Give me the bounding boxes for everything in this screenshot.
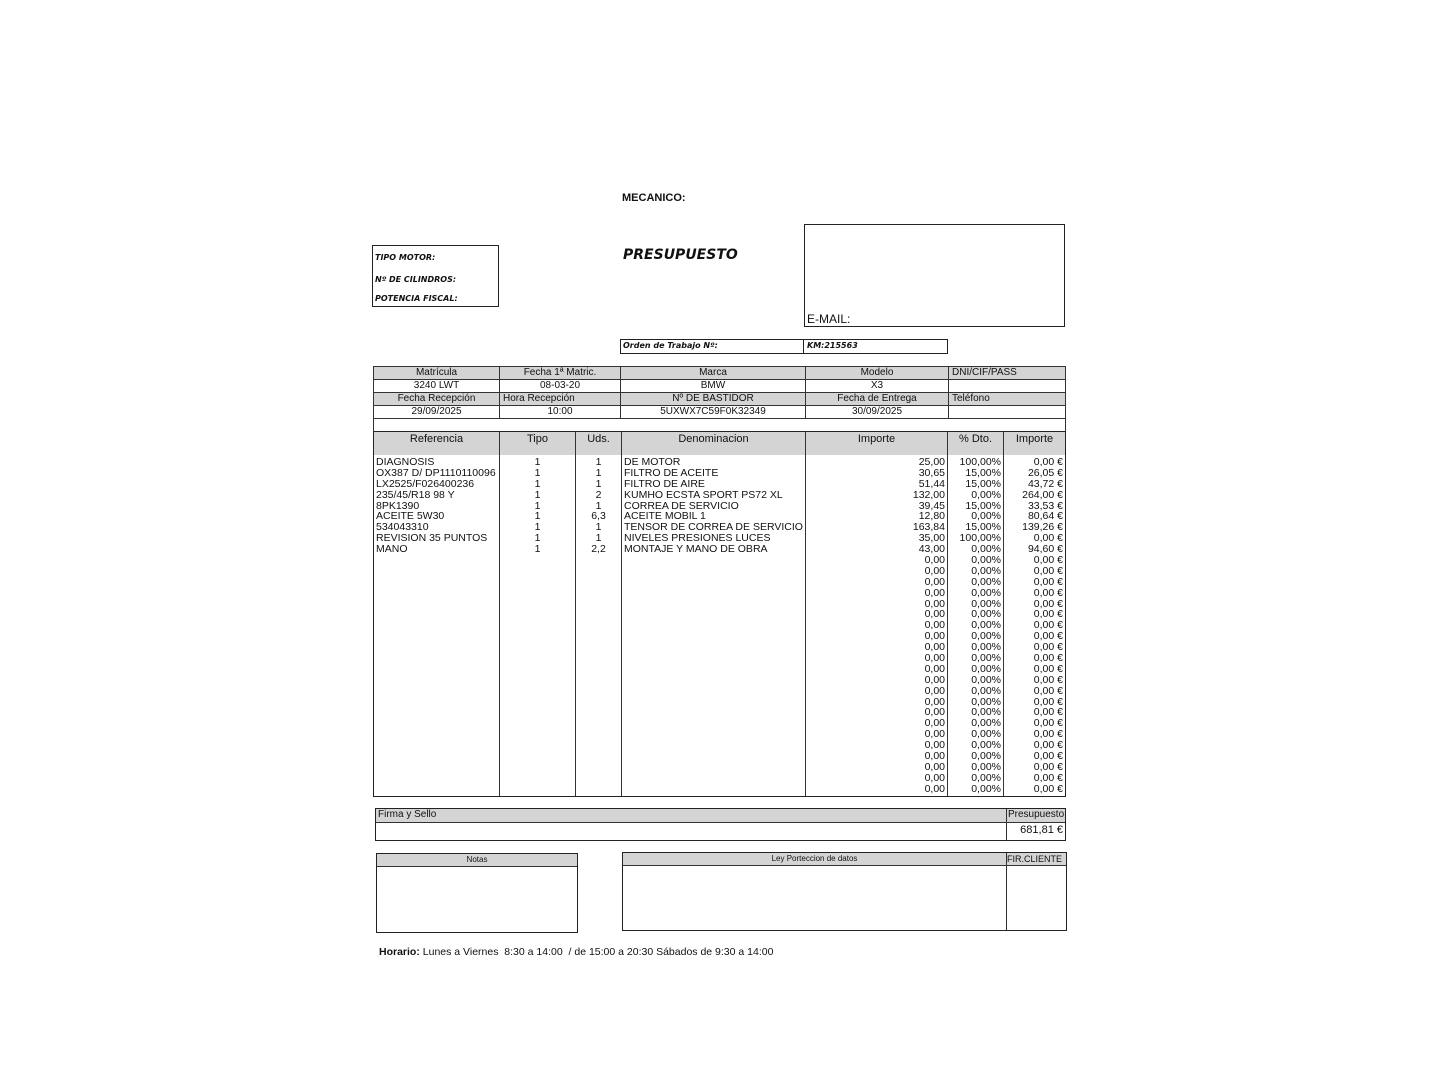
cell-importe: 30,65: [918, 466, 945, 479]
fir-cliente-label: FIR.CLIENTE: [1007, 853, 1066, 866]
col-header-tipo: Tipo: [500, 432, 576, 455]
vv-marca: BMW: [621, 380, 806, 393]
cell-dto: 0,00%: [971, 510, 1001, 523]
vv-fecha-matric: 08-03-20: [500, 380, 621, 393]
cell-denominacion: DE MOTOR: [624, 456, 681, 468]
empty-cell: 0,00: [924, 641, 945, 654]
empty-cell: 0,00%: [971, 728, 1001, 741]
cell-denominacion: FILTRO DE ACEITE: [624, 466, 719, 479]
cell-dto: 0,00%: [971, 488, 1001, 501]
cell-dto: 15,00%: [965, 466, 1001, 479]
vv-fecha-entrega: 30/09/2025: [806, 406, 949, 419]
cell-referencia: OX387 D/ DP1110110096: [376, 466, 496, 479]
empty-cell: 0,00: [924, 662, 945, 675]
cell-total: 80,64 €: [1027, 510, 1063, 523]
cell-uds: 6,3: [591, 510, 606, 523]
empty-cell: 0,00 €: [1033, 782, 1063, 795]
cell-tipo: 1: [534, 456, 541, 468]
cell-tipo: 1: [534, 499, 541, 512]
empty-cell: 0,00 €: [1033, 564, 1063, 577]
cell-denominacion: ACEITE MOBIL 1: [624, 510, 706, 523]
empty-cell: 0,00 €: [1033, 750, 1063, 763]
vv-bastidor: 5UXWX7C59F0K32349: [621, 406, 806, 419]
cell-total: 264,00 €: [1022, 488, 1063, 501]
empty-cell: 0,00: [924, 695, 945, 708]
empty-cell: 0,00%: [971, 684, 1001, 697]
vh-telefono: Teléfono: [949, 393, 1066, 406]
cell-total: 94,60 €: [1027, 543, 1063, 556]
cell-referencia: REVISION 35 PUNTOS: [376, 532, 488, 545]
empty-cell: 0,00%: [971, 586, 1001, 599]
cell-tipo: 1: [534, 521, 541, 534]
vh-matricula: Matrícula: [374, 367, 500, 380]
empty-cell: 0,00 €: [1033, 760, 1063, 773]
firma-box: [375, 808, 1066, 841]
col-header-importe: Importe: [806, 432, 948, 455]
col-referencia: [374, 455, 500, 796]
empty-cell: 0,00%: [971, 641, 1001, 654]
empty-cell: 0,00%: [971, 782, 1001, 795]
col-header-dto: % Dto.: [948, 432, 1004, 455]
vv-fecha-recepcion: 29/09/2025: [374, 406, 500, 419]
empty-cell: 0,00: [924, 684, 945, 697]
empty-cell: 0,00 €: [1033, 575, 1063, 588]
cell-uds: 1: [595, 466, 602, 479]
cell-uds: 1: [595, 499, 602, 512]
cell-referencia: 8PK1390: [376, 499, 420, 512]
vv-modelo: X3: [806, 380, 949, 393]
empty-cell: 0,00: [924, 739, 945, 752]
empty-cell: 0,00%: [971, 554, 1001, 567]
notas-box: [376, 853, 578, 933]
cell-uds: 2,2: [591, 543, 606, 556]
cilindros-label: Nº DE CILINDROS:: [375, 275, 457, 284]
cell-total: 26,05 €: [1027, 466, 1063, 479]
empty-cell: 0,00: [924, 630, 945, 643]
col-dto: [948, 455, 1004, 796]
cell-uds: 1: [595, 456, 602, 468]
empty-cell: 0,00%: [971, 662, 1001, 675]
cell-denominacion: KUMHO ECSTA SPORT PS72 XL: [624, 488, 783, 501]
firma-label: Firma y Sello: [378, 809, 437, 820]
empty-cell: 0,00%: [971, 706, 1001, 719]
engine-info-box: [372, 245, 499, 307]
cell-total: 43,72 €: [1027, 477, 1063, 490]
cell-tipo: 1: [534, 466, 541, 479]
presupuesto-total: 681,81 €: [1020, 824, 1063, 836]
empty-cell: 0,00: [924, 554, 945, 567]
vh-fecha-entrega: Fecha de Entrega: [806, 393, 949, 406]
cell-referencia: ACEITE 5W30: [376, 510, 445, 523]
cell-importe: 12,80: [918, 510, 945, 523]
empty-cell: 0,00 €: [1033, 706, 1063, 719]
cell-denominacion: MONTAJE Y MANO DE OBRA: [624, 543, 768, 556]
cell-tipo: 1: [534, 532, 541, 545]
cell-uds: 1: [595, 521, 602, 534]
empty-cell: 0,00%: [971, 619, 1001, 632]
vv-telefono: [949, 406, 1066, 419]
cell-dto: 100,00%: [959, 532, 1001, 545]
col-header-uds: Uds.: [576, 432, 622, 455]
cell-total: 0,00 €: [1033, 456, 1063, 468]
cell-importe: 51,44: [918, 477, 945, 490]
cell-uds: 2: [595, 488, 602, 501]
cell-total: 0,00 €: [1033, 532, 1063, 545]
vh-dni: DNI/CIF/PASS: [949, 367, 1066, 380]
cell-referencia: DIAGNOSIS: [376, 456, 435, 468]
col-header-denominacion: Denominacion: [622, 432, 806, 455]
cell-uds: 1: [595, 477, 602, 490]
horario-text: Lunes a Viernes 8:30 a 14:00 / de 15:00 a 20:30 Sábados de 9:30 a 14:00: [422, 946, 774, 958]
empty-cell: 0,00: [924, 564, 945, 577]
cell-dto: 100,00%: [959, 456, 1001, 468]
col-uds: [576, 455, 622, 796]
empty-cell: 0,00%: [971, 597, 1001, 610]
cell-total: 139,26 €: [1022, 521, 1063, 534]
empty-cell: 0,00: [924, 750, 945, 763]
orden-trabajo-box: [620, 339, 948, 354]
mecanico-label: MECANICO:: [622, 192, 686, 204]
empty-cell: 0,00 €: [1033, 652, 1063, 665]
empty-cell: 0,00%: [971, 630, 1001, 643]
empty-cell: 0,00 €: [1033, 630, 1063, 643]
cell-dto: 15,00%: [965, 477, 1001, 490]
col-header-total: Importe: [1004, 432, 1065, 455]
empty-cell: 0,00 €: [1033, 641, 1063, 654]
empty-cell: 0,00%: [971, 771, 1001, 784]
empty-cell: 0,00%: [971, 760, 1001, 773]
empty-cell: 0,00: [924, 760, 945, 773]
vh-fecha-recepcion: Fecha Recepción: [374, 393, 500, 406]
cell-denominacion: TENSOR DE CORREA DE SERVICIO: [624, 521, 803, 534]
cell-total: 33,53 €: [1027, 499, 1063, 512]
cell-referencia: 235/45/R18 98 Y: [376, 488, 455, 501]
empty-cell: 0,00 €: [1033, 586, 1063, 599]
cell-importe: 39,45: [918, 499, 945, 512]
empty-cell: 0,00%: [971, 673, 1001, 686]
empty-cell: 0,00: [924, 728, 945, 741]
empty-cell: 0,00 €: [1033, 717, 1063, 730]
cell-importe: 25,00: [918, 456, 945, 468]
empty-cell: 0,00: [924, 782, 945, 795]
empty-cell: 0,00%: [971, 652, 1001, 665]
empty-cell: 0,00 €: [1033, 771, 1063, 784]
empty-cell: 0,00 €: [1033, 619, 1063, 632]
cell-referencia: 534043310: [376, 521, 429, 534]
empty-cell: 0,00%: [971, 750, 1001, 763]
empty-cell: 0,00: [924, 575, 945, 588]
empty-cell: 0,00 €: [1033, 662, 1063, 675]
empty-cell: 0,00: [924, 586, 945, 599]
empty-cell: 0,00: [924, 608, 945, 621]
cell-tipo: 1: [534, 510, 541, 523]
cell-dto: 0,00%: [971, 543, 1001, 556]
notas-label: Notas: [377, 854, 577, 867]
cell-importe: 132,00: [912, 488, 945, 501]
empty-cell: 0,00%: [971, 564, 1001, 577]
vv-hora-recepcion: 10:00: [500, 406, 621, 419]
empty-cell: 0,00 €: [1033, 608, 1063, 621]
cell-denominacion: FILTRO DE AIRE: [624, 477, 705, 490]
vh-marca: Marca: [621, 367, 806, 380]
vv-dni: [949, 380, 1066, 393]
horario: [379, 946, 773, 958]
horario-label: Horario:: [379, 946, 420, 958]
vv-matricula: 3240 LWT: [374, 380, 500, 393]
col-total: [1004, 455, 1065, 796]
empty-cell: 0,00: [924, 652, 945, 665]
presupuesto-label: Presupuesto: [1008, 809, 1065, 820]
empty-cell: 0,00 €: [1033, 554, 1063, 567]
cell-uds: 1: [595, 532, 602, 545]
vh-fecha-matric: Fecha 1ª Matric.: [500, 367, 621, 380]
empty-cell: 0,00 €: [1033, 673, 1063, 686]
cell-tipo: 1: [534, 543, 541, 556]
cell-importe: 163,84: [912, 521, 945, 534]
tipo-motor-label: TIPO MOTOR:: [375, 253, 436, 262]
ley-box: [622, 852, 1067, 931]
cell-tipo: 1: [534, 488, 541, 501]
cell-tipo: 1: [534, 477, 541, 490]
col-denominacion: [622, 455, 806, 796]
empty-cell: 0,00: [924, 673, 945, 686]
cell-denominacion: CORREA DE SERVICIO: [624, 499, 739, 512]
cell-referencia: LX2525/F026400236: [376, 477, 475, 490]
empty-cell: 0,00%: [971, 575, 1001, 588]
vh-hora-recepcion: Hora Recepción: [500, 393, 621, 406]
email-label: E-MAIL:: [807, 312, 851, 326]
empty-cell: 0,00%: [971, 695, 1001, 708]
empty-cell: 0,00: [924, 771, 945, 784]
empty-cell: 0,00: [924, 619, 945, 632]
empty-cell: 0,00%: [971, 608, 1001, 621]
customer-box: [804, 224, 1065, 327]
cell-importe: 43,00: [918, 543, 945, 556]
empty-cell: 0,00: [924, 597, 945, 610]
col-tipo: [500, 455, 576, 796]
orden-label: Orden de Trabajo Nº:: [623, 341, 718, 350]
ley-label: Ley Porteccion de datos: [623, 853, 1006, 866]
empty-cell: 0,00 €: [1033, 739, 1063, 752]
vh-modelo: Modelo: [806, 367, 949, 380]
empty-cell: 0,00 €: [1033, 597, 1063, 610]
empty-cell: 0,00 €: [1033, 684, 1063, 697]
presupuesto-title: PRESUPUESTO: [623, 247, 738, 263]
empty-cell: 0,00 €: [1033, 695, 1063, 708]
col-importe: [806, 455, 948, 796]
empty-cell: 0,00%: [971, 717, 1001, 730]
cell-dto: 15,00%: [965, 521, 1001, 534]
vehicle-table: [373, 366, 1066, 432]
cell-dto: 15,00%: [965, 499, 1001, 512]
col-header-referencia: Referencia: [374, 432, 500, 455]
empty-cell: 0,00 €: [1033, 728, 1063, 741]
potencia-label: POTENCIA FISCAL:: [375, 294, 458, 303]
cell-referencia: MANO: [376, 543, 408, 556]
cell-importe: 35,00: [918, 532, 945, 545]
km-label: KM:215563: [807, 341, 858, 350]
cell-denominacion: NIVELES PRESIONES LUCES: [624, 532, 771, 545]
empty-cell: 0,00: [924, 717, 945, 730]
empty-cell: 0,00: [924, 706, 945, 719]
empty-cell: 0,00%: [971, 739, 1001, 752]
vh-bastidor: Nº DE BASTIDOR: [621, 393, 806, 406]
